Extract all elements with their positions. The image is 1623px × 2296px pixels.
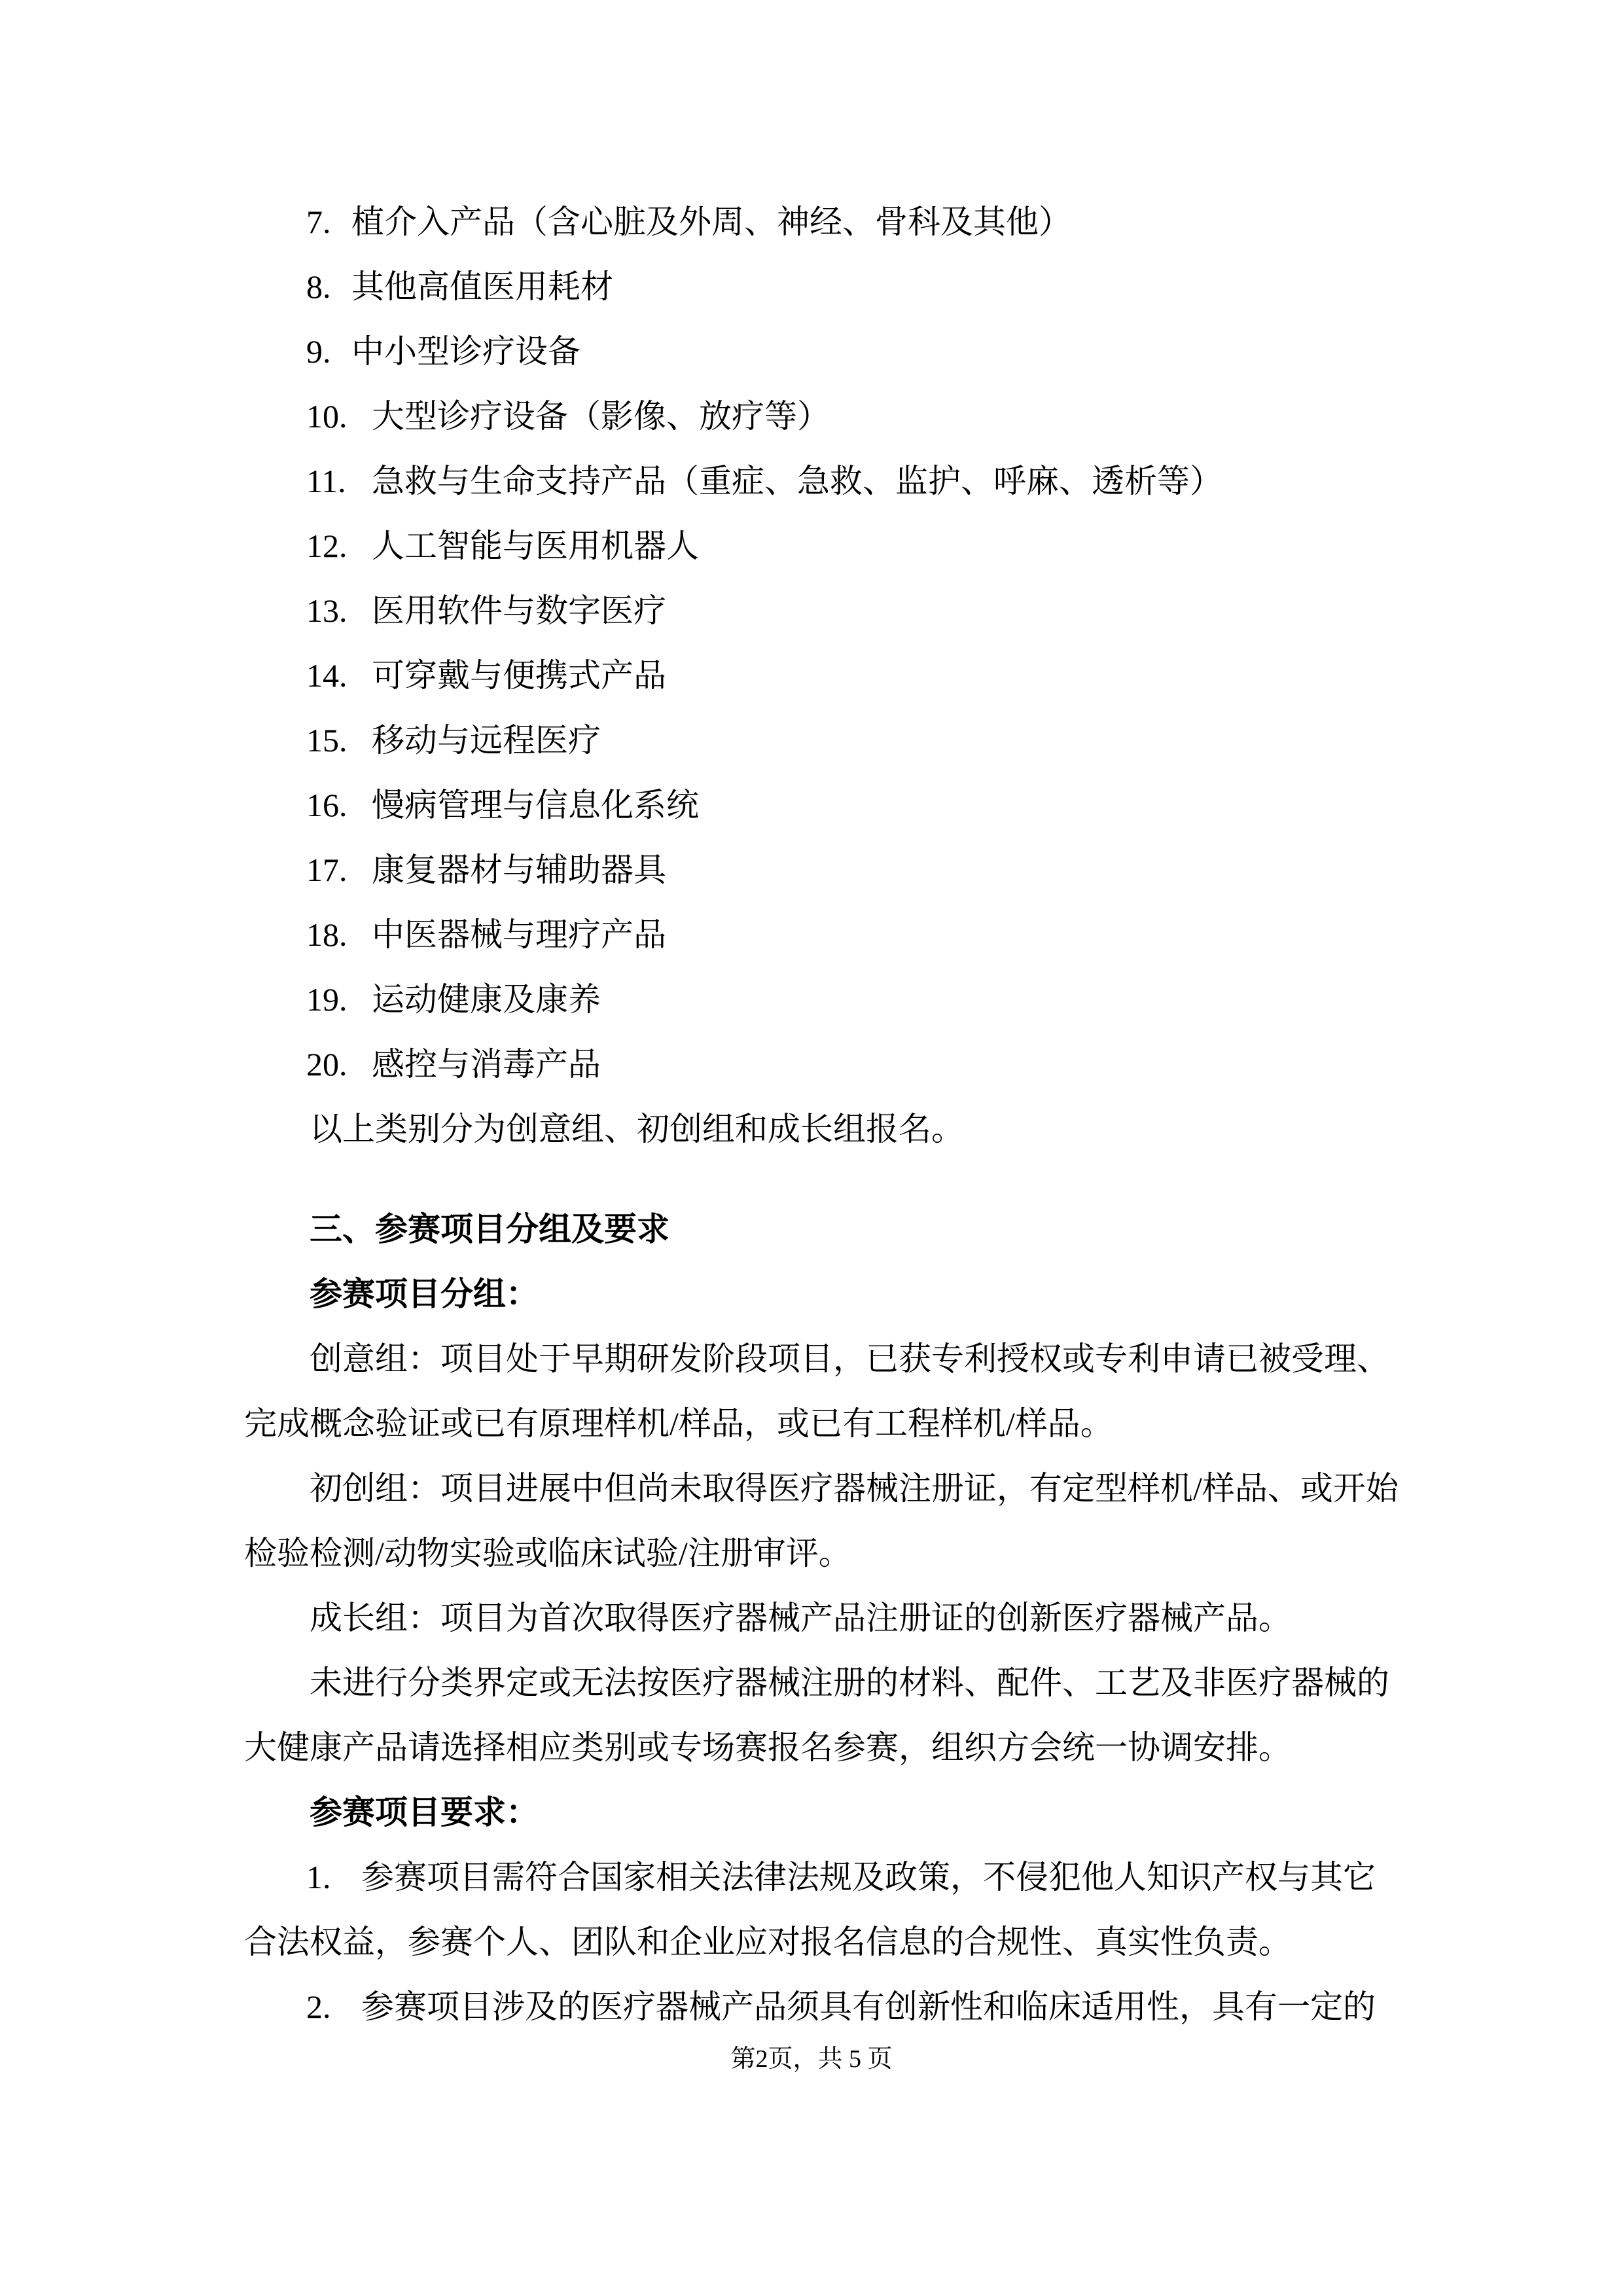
list-item-text: 急救与生命支持产品（重症、急救、监护、呼麻、透析等） bbox=[372, 463, 1222, 499]
list-item bbox=[244, 514, 1381, 579]
list-item-text: 慢病管理与信息化系统 bbox=[372, 787, 699, 823]
list-item-text: 植介入产品（含心脏及外周、神经、骨科及其他） bbox=[351, 204, 1071, 240]
list-item bbox=[244, 190, 1381, 255]
list-item-number: 7. bbox=[306, 204, 331, 240]
requirement-text: 参赛项目需符合国家相关法律法规及政策，不侵犯他人知识产权与其它 bbox=[361, 1859, 1376, 1895]
list-item-number: 20. bbox=[306, 1046, 348, 1083]
list-item-text: 中医器械与理疗产品 bbox=[372, 916, 666, 953]
paragraph-line: 成长组：项目为首次取得医疗器械产品注册证的创新医疗器械产品。 bbox=[310, 1600, 1291, 1636]
requirement-number: 1. bbox=[306, 1859, 331, 1895]
blank-line bbox=[244, 1162, 1381, 1197]
requirement-text: 参赛项目涉及的医疗器械产品须具有创新性和临床适用性，具有一定的 bbox=[361, 1988, 1376, 2025]
list-item bbox=[244, 384, 1381, 449]
paragraph-line: 初创组：项目进展中但尚未取得医疗器械注册证，有定型样机/样品、或开始 bbox=[310, 1470, 1399, 1507]
grouping-heading: 参赛项目分组： bbox=[310, 1276, 539, 1312]
list-item bbox=[244, 773, 1381, 838]
list-item-number: 17. bbox=[306, 852, 348, 888]
requirement-item bbox=[244, 1845, 1381, 1910]
list-item-text: 大型诊疗设备（影像、放疗等） bbox=[372, 398, 830, 435]
list-item bbox=[244, 643, 1381, 708]
list-item-number: 12. bbox=[306, 528, 348, 564]
list-item-text: 中小型诊疗设备 bbox=[351, 333, 580, 370]
list-item-text: 其他高值医用耗材 bbox=[351, 268, 613, 305]
list-item-number: 8. bbox=[306, 268, 331, 305]
list-item bbox=[244, 708, 1381, 773]
list-item-number: 16. bbox=[306, 787, 348, 823]
list-item bbox=[244, 579, 1381, 643]
list-item-number: 11. bbox=[306, 463, 346, 499]
list-item bbox=[244, 319, 1381, 384]
list-item-text: 运动健康及康养 bbox=[372, 981, 601, 1018]
requirements-heading: 参赛项目要求： bbox=[310, 1794, 539, 1831]
list-item-number: 18. bbox=[306, 916, 348, 953]
closing-line: 以上类别分为创意组、初创组和成长组报名。 bbox=[310, 1111, 964, 1147]
list-item-text: 感控与消毒产品 bbox=[372, 1046, 601, 1083]
requirement-item bbox=[244, 1975, 1381, 2039]
page-content bbox=[244, 190, 1399, 2039]
list-item-number: 15. bbox=[306, 722, 348, 759]
requirement-number: 2. bbox=[306, 1988, 331, 2025]
list-item bbox=[244, 967, 1381, 1032]
paragraph-line: 完成概念验证或已有原理样机/样品，或已有工程样机/样品。 bbox=[244, 1405, 1113, 1442]
list-item-number: 13. bbox=[306, 592, 348, 629]
list-item bbox=[244, 903, 1381, 967]
list-item bbox=[244, 838, 1381, 903]
list-item-number: 9. bbox=[306, 333, 331, 370]
list-item-text: 医用软件与数字医疗 bbox=[372, 592, 666, 629]
paragraph-line: 未进行分类界定或无法按医疗器械注册的材料、配件、工艺及非医疗器械的 bbox=[310, 1664, 1389, 1701]
requirement-continuation: 合法权益，参赛个人、团队和企业应对报名信息的合规性、真实性负责。 bbox=[244, 1924, 1291, 1960]
section-heading: 三、参赛项目分组及要求 bbox=[310, 1211, 669, 1247]
list-item-text: 人工智能与医用机器人 bbox=[372, 528, 699, 564]
list-item-text: 康复器材与辅助器具 bbox=[372, 852, 666, 888]
list-item bbox=[244, 449, 1381, 514]
paragraph-line: 大健康产品请选择相应类别或专场赛报名参赛，组织方会统一协调安排。 bbox=[244, 1729, 1291, 1766]
list-item-number: 19. bbox=[306, 981, 348, 1018]
list-item-number: 14. bbox=[306, 657, 348, 694]
paragraph-line: 创意组：项目处于早期研发阶段项目，已获专利授权或专利申请已被受理、 bbox=[310, 1340, 1389, 1377]
list-item-text: 移动与远程医疗 bbox=[372, 722, 601, 759]
list-item-number: 10. bbox=[306, 398, 348, 435]
list-item bbox=[244, 255, 1381, 319]
list-item-text: 可穿戴与便携式产品 bbox=[372, 657, 666, 694]
paragraph-line: 检验检测/动物实验或临床试验/注册审评。 bbox=[244, 1535, 851, 1571]
list-item bbox=[244, 1032, 1381, 1097]
page-number: 第2页，共 5 页 bbox=[730, 2045, 893, 2073]
